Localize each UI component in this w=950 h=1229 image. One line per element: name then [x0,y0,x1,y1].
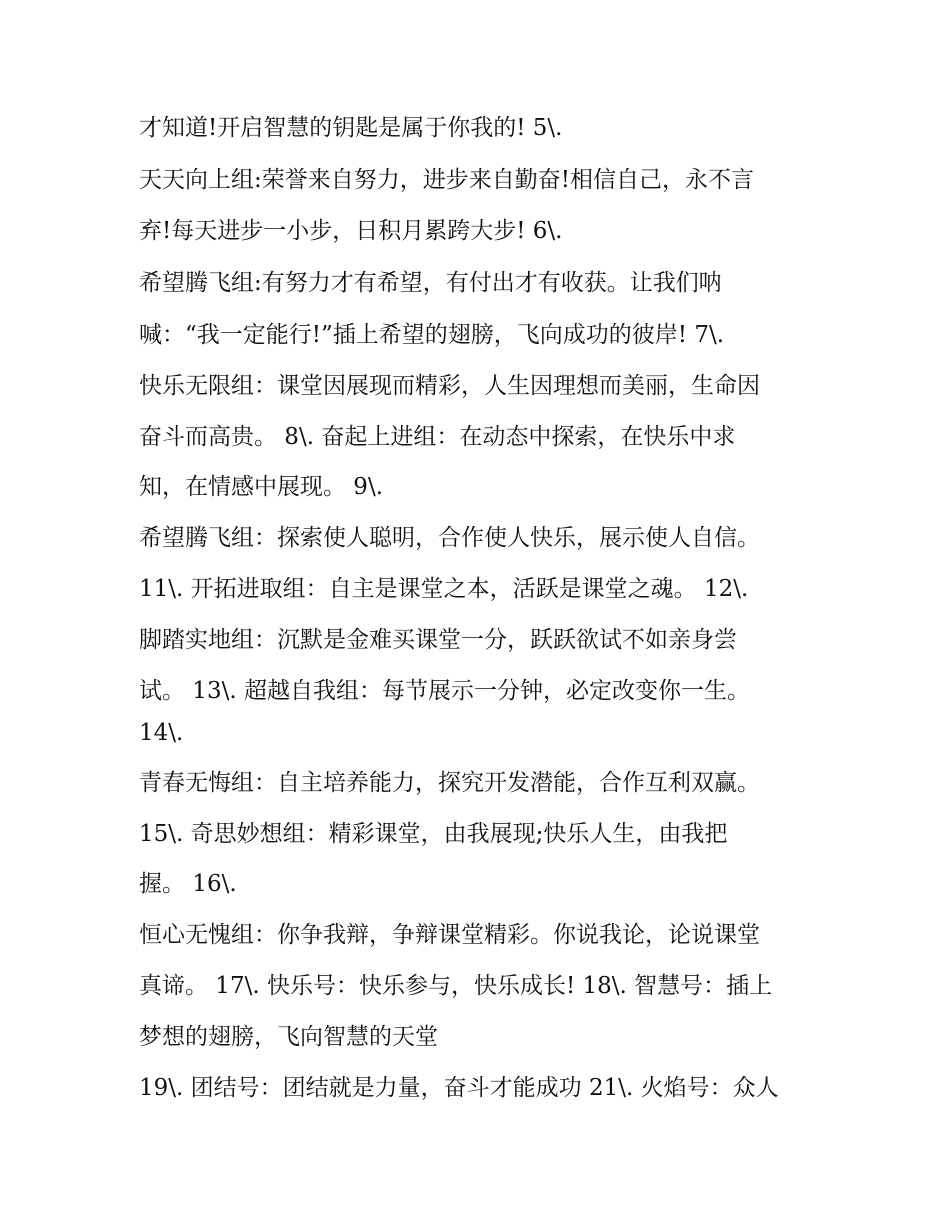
text-line: 才知道!开启智慧的钥匙是属于你我的! 5\. [139,115,563,141]
text-line: 天天向上组:荣誉来自努力，进步来自勤奋!相信自己，永不言 [139,167,754,193]
text-line: 希望腾飞组:有努力才有希望，有付出才有收获。让我们呐 [139,270,722,296]
text-line: 快乐无限组：课堂因展现而精彩，人生因理想而美丽，生命因 [139,373,760,399]
text-line: 梦想的翅膀，飞向智慧的天堂 [139,1024,438,1050]
text-line: 知，在情感中展现。 9\. [139,474,384,500]
text-line: 青春无悔组：自主培养能力，探究开发潜能，合作互利双赢。 [139,770,760,796]
text-line: 喊：“我一定能行!”插上希望的翅膀，飞向成功的彼岸! 7\. [139,322,725,348]
text-line: 试。 13\. 超越自我组：每节展示一分钟，必定改变你一生。 [139,678,750,704]
text-line: 真谛。 17\. 快乐号：快乐参与，快乐成长! 18\. 智慧号：插上 [139,973,773,999]
text-line: 弃!每天进步一小步，日积月累跨大步! 6\. [139,218,563,244]
text-line: 19\. 团结号：团结就是力量，奋斗才能成功 21\. 火焰号：众人 [139,1075,779,1101]
text-line: 脚踏实地组：沉默是金难买课堂一分，跃跃欲试不如亲身尝 [139,627,737,653]
text-line: 奋斗而高贵。 8\. 奋起上进组：在动态中探索，在快乐中求 [139,424,736,450]
text-line: 15\. 奇思妙想组：精彩课堂，由我展现;快乐人生，由我把 [139,821,728,847]
text-line: 恒心无愧组：你争我辩，争辩课堂精彩。你说我论，论说课堂 [139,922,760,948]
text-line: 握。 16\. [139,871,237,897]
text-line: 希望腾飞组：探索使人聪明，合作使人快乐，展示使人自信。 [139,525,760,551]
text-line: 14\. [139,720,184,746]
text-line: 11\. 开拓进取组：自主是课堂之本，活跃是课堂之魂。 12\. [139,576,749,602]
